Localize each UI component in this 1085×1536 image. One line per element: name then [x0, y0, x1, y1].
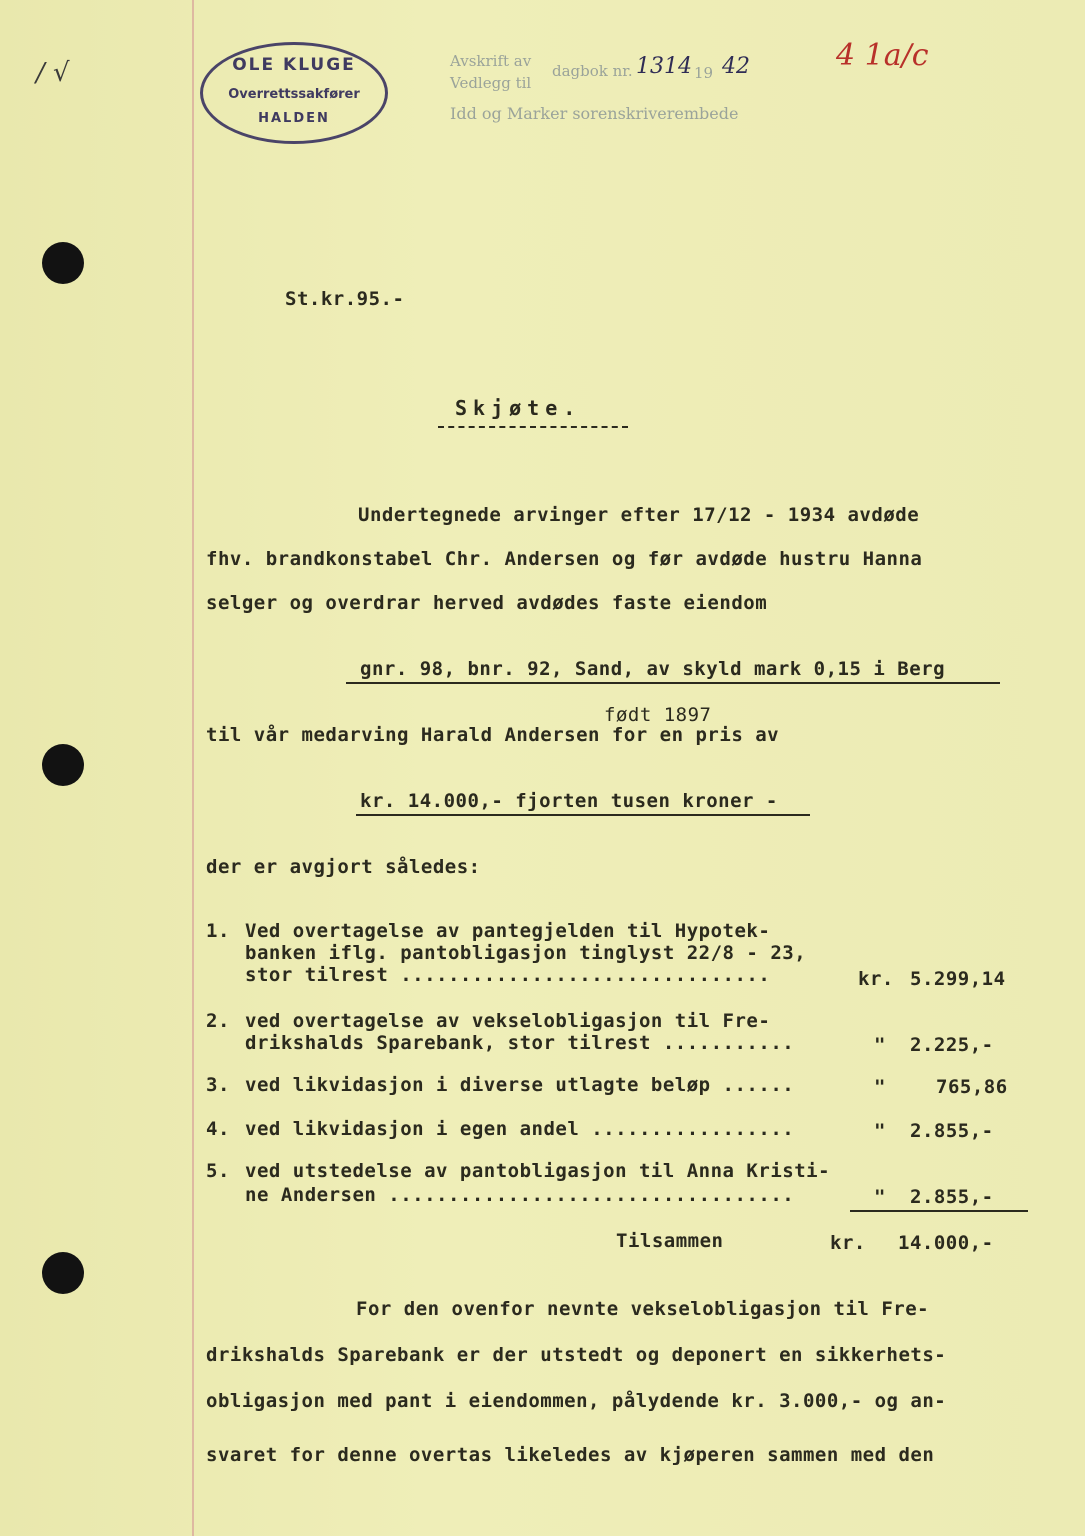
item-number: 1.: [206, 920, 230, 942]
punch-hole: [42, 1252, 84, 1294]
closing-line-4: svaret for denne overtas likeledes av kjøperen sammen med den: [206, 1444, 935, 1466]
item-currency: ": [874, 1076, 886, 1098]
document-title: Skjøte.: [455, 396, 582, 420]
body-line-3: selger og overdrar herved avdødes faste eiendom: [206, 592, 768, 614]
item-text: ved likvidasjon i egen andel .................: [245, 1118, 795, 1140]
closing-line-3: obligasjon med pant i eiendommen, pålydende kr. 3.000,- og an-: [206, 1390, 947, 1412]
item-text: ne Andersen ..................................: [245, 1184, 795, 1206]
print-office-name: Idd og Marker sorenskriverembede: [450, 104, 739, 123]
print-copy-label: Avskrift av: [450, 52, 532, 70]
lawyer-stamp: [200, 42, 388, 144]
item-currency: ": [874, 1186, 886, 1208]
print-attachment-label: Vedlegg til: [450, 74, 532, 92]
stamp-city: HALDEN: [258, 111, 330, 126]
body-line-1: Undertegnede arvinger efter 17/12 - 1934 avdøde: [358, 504, 920, 526]
closing-line-2: drikshalds Sparebank er der utstedt og deponert en sikkerhets-: [206, 1344, 947, 1366]
item-amount: 2.855,-: [910, 1186, 994, 1208]
closing-line-1: For den ovenfor nevnte vekselobligasjon til Fre-: [356, 1298, 930, 1320]
item-text: ved overtagelse av vekselobligasjon til Fre-: [245, 1010, 771, 1032]
item-currency: ": [874, 1034, 886, 1056]
item-amount: 5.299,14: [910, 968, 1006, 990]
sum-underline: [850, 1210, 1028, 1212]
body-line-2: fhv. brandkonstabel Chr. Andersen og før avdøde hustru Hanna: [206, 548, 923, 570]
item-currency: kr.: [858, 968, 894, 990]
handwritten-journal-number: 1314: [636, 54, 692, 79]
stamp-name: OLE KLUGE: [232, 55, 356, 75]
total-label: Tilsammen: [616, 1230, 724, 1252]
item-text: Ved overtagelse av pantegjelden til Hypotek-: [245, 920, 771, 942]
stamp-title: Overrettssakfører: [228, 87, 360, 102]
punch-hole: [42, 744, 84, 786]
item-text: drikshalds Sparebank, stor tilrest ...........: [245, 1032, 795, 1054]
item-currency: ": [874, 1120, 886, 1142]
item-number: 2.: [206, 1010, 230, 1032]
title-underline: [438, 426, 628, 428]
item-amount: 765,86: [936, 1076, 1008, 1098]
body-line-4: til vår medarving Harald Andersen for en pris av: [206, 724, 780, 746]
property-line: gnr. 98, bnr. 92, Sand, av skyld mark 0,15 i Berg: [360, 658, 946, 680]
total-currency: kr.: [830, 1232, 866, 1254]
handwritten-year: 42: [722, 54, 750, 79]
item-text: ved utstedelse av pantobligasjon til Anna Kristi-: [245, 1160, 831, 1182]
print-year-label: 19: [694, 64, 714, 82]
stamp-duty: St.kr.95.-: [285, 288, 405, 310]
total-amount: 14.000,-: [898, 1232, 994, 1254]
property-underline: [346, 682, 1000, 684]
born-insert: født 1897: [604, 704, 712, 726]
item-text: stor tilrest ...............................: [245, 964, 771, 986]
item-amount: 2.225,-: [910, 1034, 994, 1056]
item-text: banken iflg. pantobligasjon tinglyst 22/8 - 23,: [245, 942, 807, 964]
body-line-5: der er avgjort således:: [206, 856, 481, 878]
item-amount: 2.855,-: [910, 1120, 994, 1142]
price-underline: [356, 814, 810, 816]
print-dagbok-label: dagbok nr.: [552, 62, 633, 80]
punch-hole: [42, 242, 84, 284]
item-number: 4.: [206, 1118, 230, 1140]
corner-mark: / √: [36, 58, 70, 88]
price-line: kr. 14.000,- fjorten tusen kroner -: [360, 790, 778, 812]
item-text: ved likvidasjon i diverse utlagte beløp ......: [245, 1074, 795, 1096]
red-pencil-note: 4 1a/c: [836, 38, 929, 73]
item-number: 3.: [206, 1074, 230, 1096]
margin-line: [192, 0, 194, 1536]
item-number: 5.: [206, 1160, 230, 1182]
